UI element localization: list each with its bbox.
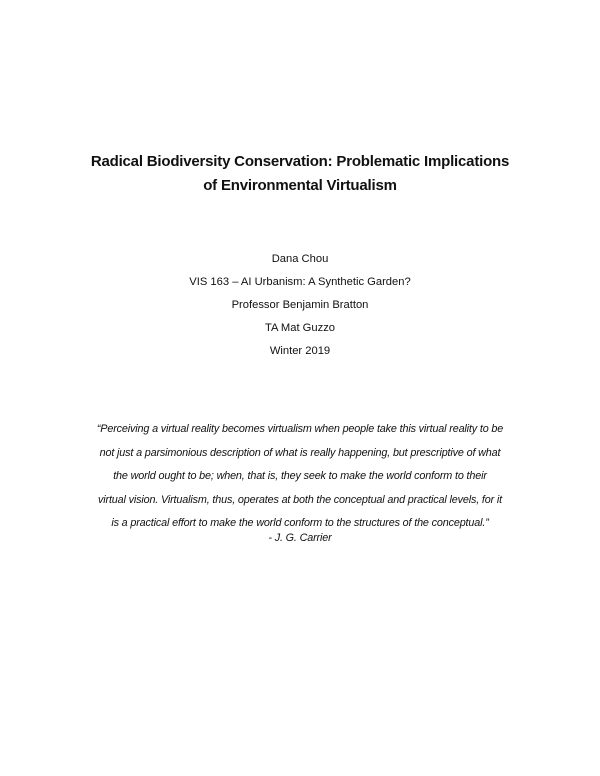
ta-name: TA Mat Guzzo <box>264 322 336 334</box>
author-info-block <box>100 252 500 367</box>
professor-name: Professor Benjamin Bratton <box>231 299 369 311</box>
title-line-1: Radical Biodiversity Conservation: Problematic Implications <box>90 153 510 170</box>
course-name: VIS 163 – AI Urbanism: A Synthetic Garden? <box>189 276 411 288</box>
author-name: Dana Chou <box>271 253 329 265</box>
epigraph-line-1: “Perceiving a virtual reality becomes virtualism when people take this virtual reality to be <box>96 423 504 435</box>
term: Winter 2019 <box>269 345 331 357</box>
title-line-2: of Environmental Virtualism <box>203 177 397 194</box>
paper-title <box>40 150 560 198</box>
epigraph-line-5: is a practical effort to make the world conform to the structures of the conceptual.” <box>111 517 489 529</box>
epigraph-line-3: the world ought to be; when, that is, they seek to make the world conform to their <box>113 470 487 482</box>
epigraph-line-2: not just a parsimonious description of what is really happening, but prescriptive of what <box>99 446 501 459</box>
epigraph-attribution: - J. G. Carrier <box>268 531 332 544</box>
epigraph-line-4: virtual vision. Virtualism, thus, operates at both the conceptual and practical levels, for it <box>98 493 502 506</box>
epigraph-quote <box>56 422 544 547</box>
